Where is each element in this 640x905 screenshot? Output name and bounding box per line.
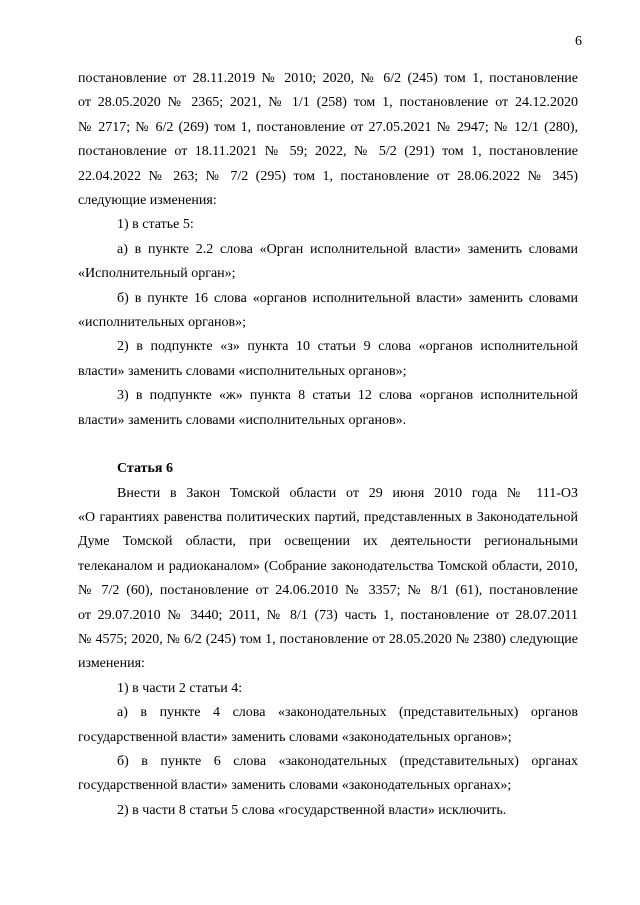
text-line: власти» заменить словами «исполнительных органов». bbox=[78, 412, 407, 428]
text-line: «Исполнительный орган»; bbox=[78, 266, 236, 282]
text-line: власти» заменить словами «исполнительных органов»; bbox=[78, 363, 407, 379]
text-line: постановление от 18.11.2021 № 59; 2022, № 5/2 (291) том 1, постановление bbox=[78, 144, 578, 160]
document-body bbox=[78, 67, 578, 823]
text-line: б) в пункте 16 слова «органов исполнительной власти» заменить словами bbox=[117, 290, 578, 306]
text-line: телеканалом и радиоканалом» (Собрание законодательства Томской области, 2010, bbox=[78, 558, 578, 574]
list-item: 1) в статье 5: bbox=[117, 217, 194, 233]
text-line: Думе Томской области, при освещении их деятельности региональными bbox=[78, 534, 578, 550]
article-heading: Статья 6 bbox=[117, 461, 173, 477]
text-line: 2) в подпункте «з» пункта 10 статьи 9 слова «органов исполнительной bbox=[117, 339, 578, 355]
list-item: 1) в части 2 статьи 4: bbox=[117, 680, 243, 696]
text-line: от 28.05.2020 № 2365; 2021, № 1/1 (258) том 1, постановление от 24.12.2020 bbox=[78, 95, 578, 111]
text-line: государственной власти» заменить словами «законодательных органов»; bbox=[78, 729, 512, 745]
text-line: № 7/2 (60), постановление от 24.06.2010 № 3357; № 8/1 (61), постановление bbox=[78, 583, 578, 599]
text-line: б) в пункте 6 слова «законодательных (представительных) органах bbox=[117, 753, 578, 769]
text-line: изменения: bbox=[78, 656, 145, 672]
text-line: а) в пункте 2.2 слова «Орган исполнительной власти» заменить словами bbox=[117, 241, 578, 257]
text-line: № 4575; 2020, № 6/2 (245) том 1, постановление от 28.05.2020 № 2380) следующие bbox=[78, 631, 578, 647]
text-line: от 29.07.2010 № 3440; 2011, № 8/1 (73) часть 1, постановление от 28.07.2011 bbox=[78, 607, 578, 623]
text-line: № 2717; № 6/2 (269) том 1, постановление от 27.05.2021 № 2947; № 12/1 (280), bbox=[78, 119, 578, 135]
text-line: постановление от 28.11.2019 № 2010; 2020, № 6/2 (245) том 1, постановление bbox=[78, 71, 578, 86]
page-number: 6 bbox=[575, 34, 582, 49]
text-line: государственной власти» заменить словами «законодательных органах»; bbox=[78, 778, 512, 794]
text-line: Внести в Закон Томской области от 29 июня 2010 года № 111-ОЗ bbox=[117, 485, 578, 501]
text-line: следующие изменения: bbox=[78, 193, 217, 209]
text-line: «исполнительных органов»; bbox=[78, 315, 247, 331]
text-line: а) в пункте 4 слова «законодательных (представительных) органов bbox=[117, 705, 578, 721]
text-line: «О гарантиях равенства политических партий, представленных в Законодательной bbox=[78, 509, 578, 525]
text-line: 22.04.2022 № 263; № 7/2 (295) том 1, постановление от 28.06.2022 № 345) bbox=[78, 168, 578, 184]
text-line: 3) в подпункте «ж» пункта 8 статьи 12 слова «органов исполнительной bbox=[117, 388, 578, 404]
list-item: 2) в части 8 статьи 5 слова «государственной власти» исключить. bbox=[117, 802, 507, 818]
